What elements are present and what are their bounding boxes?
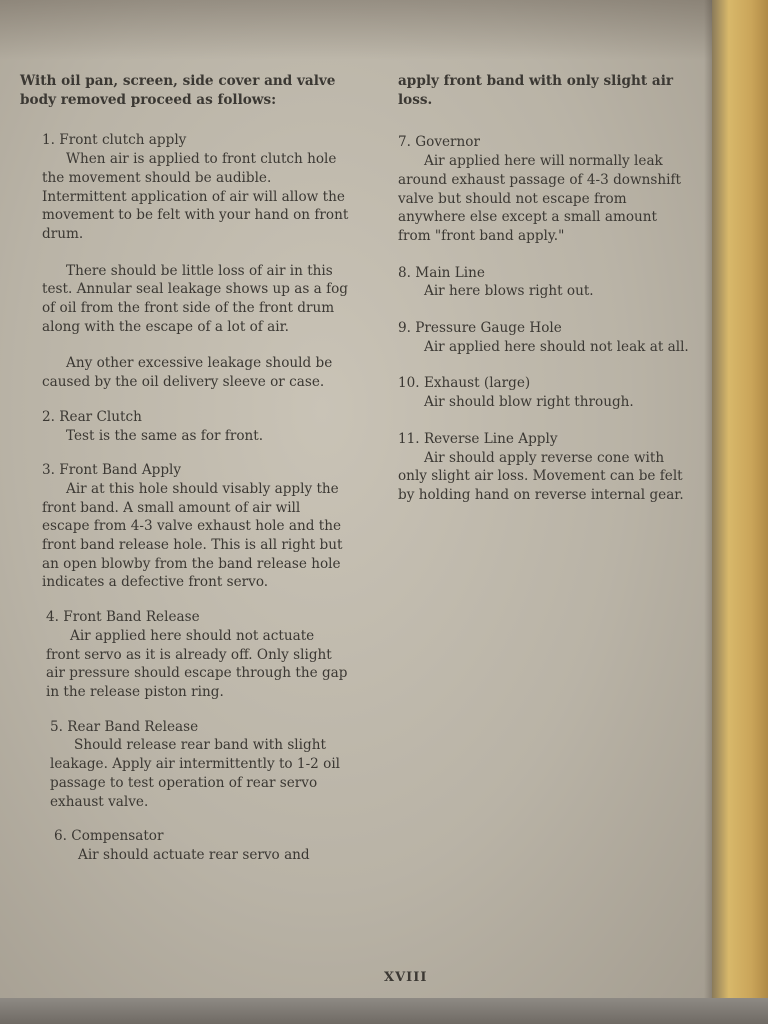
item-title: 10. Exhaust (large) (398, 375, 531, 392)
item-paragraph: Air here blows right out. (424, 283, 594, 300)
page-number: XVIII (384, 970, 428, 985)
item-front-band-apply (42, 461, 350, 592)
item-exhaust-large (398, 374, 690, 411)
item-title: 2. Rear Clutch (42, 408, 142, 425)
right-column (398, 72, 690, 523)
item-paragraph: Test is the same as for front. (66, 427, 264, 444)
intro-text: With oil pan, screen, side cover and valve body removed proceed as follows: (20, 73, 336, 108)
item-paragraph: Air at this hole should visably apply the front band. A small amount of air will escape from 4-3 valve exhaust hole and the front band release hole. This is all right but an open blowby from the band release hole indicates a defective front servo. (42, 480, 343, 591)
item-paragraph: Air applied here will normally leak around exhaust passage of 4-3 downshift valve but should not escape from anywhere else except a small amount from "front band apply." (398, 153, 681, 244)
continued-text: apply front band with only slight air loss. (398, 73, 674, 108)
item-title: 7. Governor (398, 134, 480, 151)
page-shadow (0, 0, 716, 60)
item-reverse-line-apply (398, 430, 690, 505)
item-paragraph: Air applied here should not leak at all. (424, 338, 689, 355)
item-title: 3. Front Band Apply (42, 462, 182, 479)
item-title: 5. Rear Band Release (50, 718, 199, 735)
item-paragraph: Air should apply reverse cone with only slight air loss. Movement can be felt by holding hand on reverse internal gear. (398, 449, 684, 503)
item-title: 11. Reverse Line Apply (398, 430, 558, 447)
item-paragraph: Air applied here should not actuate front servo as it is already off. Only slight air pressure should escape through the gap in the release piston ring. (46, 627, 348, 700)
item-rear-band-release (50, 718, 350, 812)
book-bottom-edge (0, 998, 768, 1024)
item-governor (398, 133, 690, 245)
item-title: 8. Main Line (398, 264, 485, 281)
item-paragraph: When air is applied to front clutch hole the movement should be audible. Intermittent application of air will allow the movement to be felt with your hand on front drum. (42, 151, 349, 242)
item-pressure-gauge-hole (398, 319, 690, 356)
item-title: 1. Front clutch apply (42, 132, 187, 149)
item-front-band-release (46, 608, 350, 702)
item-paragraph: There should be little loss of air in this test. Annular seal leakage shows up as a fog of oil from the front side of the front drum along with the escape of a lot of air. (42, 262, 349, 335)
item-rear-clutch (42, 408, 350, 445)
left-column (20, 72, 350, 881)
item-main-line (398, 264, 690, 301)
item-paragraph: Should release rear band with slight leakage. Apply air intermittently to 1-2 oil passage to test operation of rear servo exhaust valve. (50, 737, 341, 810)
item-front-clutch-apply (42, 131, 350, 391)
book-edge (712, 0, 768, 1024)
item-title: 9. Pressure Gauge Hole (398, 320, 562, 337)
item-title: 4. Front Band Release (46, 609, 200, 626)
item-paragraph: Any other excessive leakage should be caused by the oil delivery sleeve or case. (42, 355, 333, 391)
item-paragraph: Air should blow right through. (424, 394, 634, 411)
item-title: 6. Compensator (54, 828, 164, 845)
item-paragraph: Air should actuate rear servo and (78, 846, 310, 863)
item-compensator (54, 827, 350, 864)
